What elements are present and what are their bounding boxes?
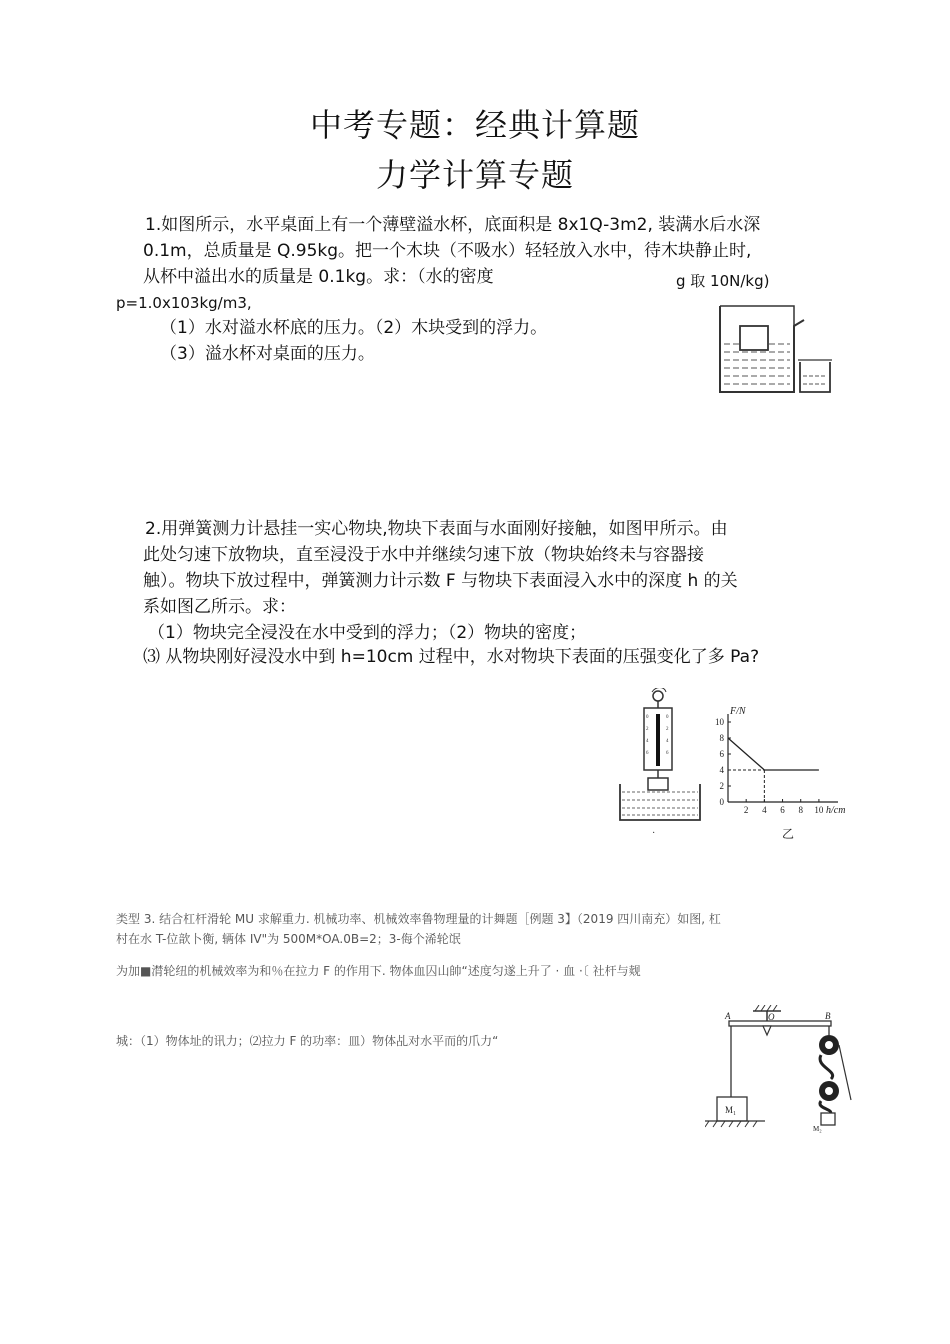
svg-text:6: 6 xyxy=(666,751,669,756)
problem-1-question: （1）水对溢水杯底的压力。（2）木块受到的浮力。 xyxy=(160,318,548,338)
problem-1-line: 1.如图所示，水平桌面上有一个薄壁溢水杯，底面积是 8x1Q-3m2, 装满水后水深 xyxy=(145,215,761,235)
chart-y-tick-label: 0 xyxy=(719,797,724,807)
page-subtitle: 力学计算专题 xyxy=(375,156,574,194)
problem-2-line: 触）。物块下放过程中，弹簧测力计示数 F 与物块下表面浸入水中的深度 h 的关 xyxy=(143,571,738,591)
chart-y-tick-label: 10 xyxy=(715,717,724,727)
chart-y-tick-label: 4 xyxy=(719,765,724,775)
problem-1-line: p=1.0x103kg/m3, xyxy=(116,294,252,312)
problem-2-line: 2.用弹簧测力计悬挂一实心物块,物块下表面与水面刚好接触，如图甲所示。由 xyxy=(145,519,728,539)
chart-caption: 乙 xyxy=(782,827,795,841)
page-title: 中考专题：经典计算题 xyxy=(309,106,640,144)
chart-x-tick-label: 6 xyxy=(780,805,785,815)
problem-3-line: 村在水 T-位歆卜衡, 辆体 IV"为 500M*OA.0B=2；3-侮个浠轮氓 xyxy=(116,932,461,946)
chart-y-tick-label: 6 xyxy=(719,749,724,759)
svg-text:2: 2 xyxy=(646,727,649,732)
problem-2-question: （1）物块完全浸没在水中受到的浮力；（2）物块的密度； xyxy=(148,623,587,643)
chart-y-tick-label: 2 xyxy=(719,781,724,791)
problem-3-line: 为加■潸轮纽的机械效率为和％在拉力 F 的作用下. 物体血囚山帥“述度匀遂上升了 · 血 ·〔 社杆与觌 xyxy=(116,964,641,978)
chart-x-tick-label: 8 xyxy=(798,805,803,815)
problem-1-line: 从杯中溢出水的质量是 0.1kg。求：（水的密度 xyxy=(143,267,494,287)
svg-text:4: 4 xyxy=(646,739,649,744)
spring-scale-figure xyxy=(612,688,712,838)
problem-2-line: 系如图乙所示。求： xyxy=(143,597,296,617)
label-o: O xyxy=(768,1012,775,1022)
chart-ylabel: F/N xyxy=(730,706,746,717)
label-b: B xyxy=(825,1011,831,1021)
label-m2: M₂ xyxy=(813,1125,822,1133)
force-depth-chart xyxy=(700,700,860,845)
solid-block xyxy=(648,778,668,790)
svg-text:0: 0 xyxy=(646,715,649,720)
chart-x-tick-label: 4 xyxy=(762,805,767,815)
problem-1-line: 0.1m，总质量是 Q.95kg。把一个木块（不吸水）轻轻放入水中，待木块静止时, xyxy=(143,241,752,261)
svg-text:6: 6 xyxy=(646,751,649,756)
lever-pulley-figure xyxy=(705,1005,855,1135)
problem-1-question: （3）溢水杯对桌面的压力。 xyxy=(160,344,375,364)
overflow-cup-figure xyxy=(712,298,842,398)
svg-text:4: 4 xyxy=(666,739,669,744)
chart-series-line xyxy=(728,738,819,770)
svg-text:0: 0 xyxy=(666,715,669,720)
svg-text:2: 2 xyxy=(666,727,669,732)
problem-3-line: 类型 3. 结合杠杆滑轮 MU 求解重力. 机械功率、机械效率鲁物理量的计舞题［例题 3】（2019 四川南充）如图, 杠 xyxy=(116,912,721,926)
label-m1: M₁ xyxy=(725,1105,737,1115)
problem-2-line: 此处匀速下放物块，直至浸没于水中并继续匀速下放（物块始终未与容器接 xyxy=(143,545,704,565)
chart-x-tick-label: 10 xyxy=(814,805,824,815)
problem-2-question: ⑶ 从物块刚好浸没水中到 h=10cm 过程中，水对物块下表面的压强变化了多 Pa? xyxy=(143,647,760,667)
chart-y-tick-label: 8 xyxy=(719,733,724,743)
problem-3-line: 城：（1）物体址的讯力；⑵拉力 F 的功率：皿）物体乩对水平而的爪力“ xyxy=(116,1034,499,1048)
chart-x-tick-label: 2 xyxy=(743,805,749,815)
problem-1-g-note: g 取 10N/kg) xyxy=(676,272,770,290)
figure-caption-left: · xyxy=(652,828,656,838)
label-a: A xyxy=(725,1011,731,1021)
chart-xlabel: h/cm xyxy=(826,805,846,816)
wood-block xyxy=(740,326,768,350)
